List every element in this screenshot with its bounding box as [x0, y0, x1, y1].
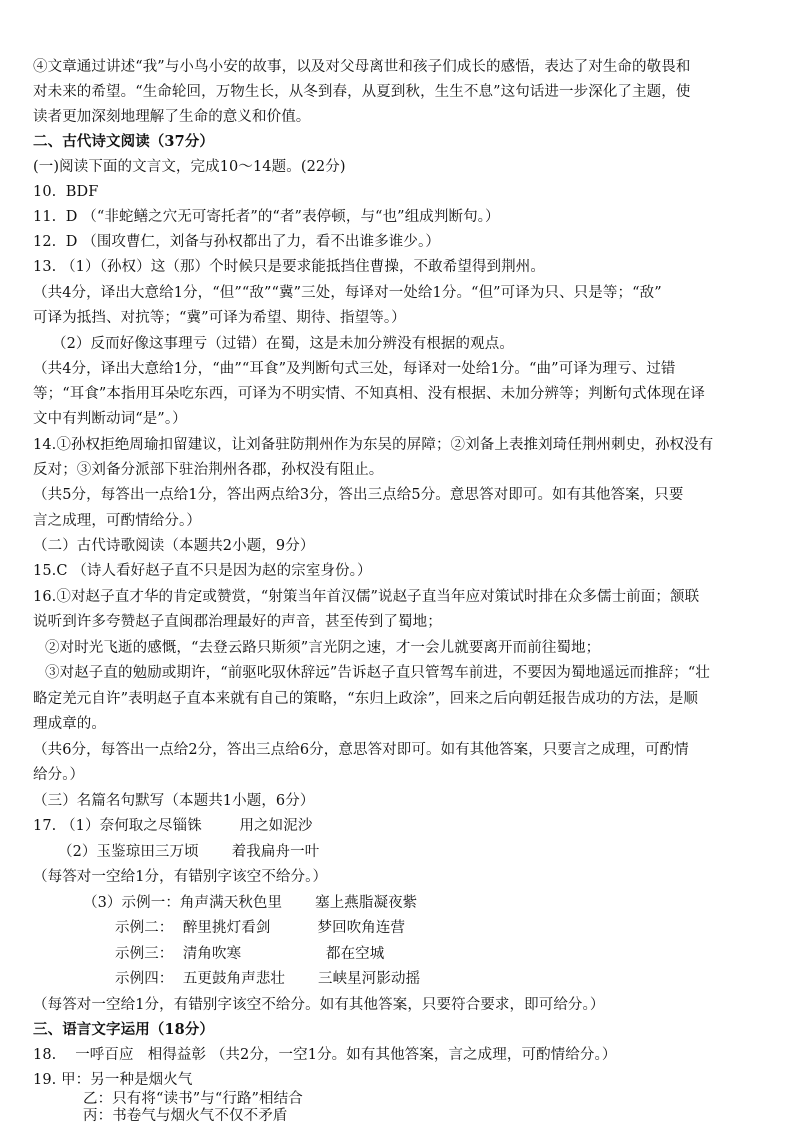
q13-line-5: （共4分，译出大意给1分，“曲”“耳食”及判断句式三处，每译对一处给1分。“曲”可译为理亏、过错	[33, 361, 676, 377]
section-3-heading: 三、语言文字运用（18分）	[33, 1021, 214, 1038]
q13-line-2: （共4分，译出大意给1分，“但”“敌”“冀”三处，每译对一处给1分。“但”可译为只、只是等；“敌”	[33, 285, 662, 301]
q17-line-8: （每答对一空给1分，有错别字该空不给分。如有其他答案，只要符合要求，即可给分。）	[33, 997, 605, 1013]
q13-line-4: （2）反而好像这事理亏（过错）在蜀，这是未加分辨没有根据的观点。	[52, 336, 514, 352]
q16-line-4: ③对赵子直的勉励或期许，“前驱叱驭休辞远”告诉赵子直只管驾车前进，不要因为蜀地遥远而推辞；“壮	[45, 665, 710, 681]
q10-answer: 10. BDF	[33, 184, 99, 200]
q9-line-2: 对未来的希望。“生命轮回，万物生长，从冬到春，从夏到秋，生生不息”这句话进一步深化了主题，使	[33, 84, 691, 100]
q14-line-1: 14.①孙权拒绝周瑜扣留建议，让刘备驻防荆州作为东吴的屏障；②刘备上表推刘琦任荆州刺史，孙权没有	[33, 437, 714, 453]
section-2-sub-3: （三）名篇名句默写（本题共1小题，6分）	[33, 793, 315, 809]
q9-line-3: 读者更加深刻地理解了生命的意义和价值。	[33, 109, 311, 125]
q14-line-3: （共5分，每答出一点给1分，答出两点给3分，答出三点给5分。意思答对即可。如有其他答案，只要	[33, 487, 684, 503]
q14-line-2: 反对；③刘备分派部下驻治荆州各郡，孙权没有阻止。	[33, 462, 384, 478]
q14-line-4: 言之成理，可酌情给分。）	[33, 513, 201, 529]
q16-line-5: 略定羌元自许”表明赵子直本来就有自己的策略，“东归上政涂”，回来之后向朝廷报告成功的方法，是顺	[33, 691, 698, 707]
q17-line-2: （2）玉鉴琼田三万顷 着我扁舟一叶	[58, 844, 320, 860]
q16-line-7: （共6分，每答出一点给2分，答出三点给6分，意思答对即可。如有其他答案，只要言之成理，可酌情	[33, 742, 689, 758]
q17-line-5: 示例二： 醉里挑灯看剑 梦回吹角连营	[115, 920, 406, 936]
q17-line-3: （每答对一空给1分，有错别字该空不给分。）	[33, 869, 328, 885]
section-2-heading: 二、古代诗文阅读（37分）	[33, 133, 214, 150]
q16-line-2: 说听到许多夸赞赵子直闽郡治理最好的声音，甚至传到了蜀地；	[33, 614, 442, 630]
q13-line-3: 可译为抵挡、对抗等；“冀”可译为希望、期待、指望等。）	[33, 310, 406, 326]
q17-line-6: 示例三： 清角吹寒 都在空城	[115, 946, 385, 962]
q19-line-2: 乙：只有将“读书”与“行路”相结合	[83, 1091, 303, 1107]
section-2-sub-2: （二）古代诗歌阅读（本题共2小题，9分）	[33, 538, 315, 554]
q19-line-3: 丙：书卷气与烟火气不仅不矛盾	[83, 1108, 288, 1124]
q17-line-4: （3）示例一：角声满天秋色里 塞上燕脂凝夜紫	[83, 895, 418, 911]
q16-line-3: ②对时光飞逝的感慨，“去登云路只斯须”言光阴之速，才一会儿就要离开而前往蜀地；	[45, 640, 601, 656]
q17-line-1: 17. （1）奈何取之尽锱铢 用之如泥沙	[33, 818, 313, 834]
q15-answer: 15.C （诗人看好赵子直不只是因为赵的宗室身份。）	[33, 563, 372, 579]
q13-line-1: 13. （1）（孙权）这（那）个时候只是要求能抵挡住曹操，不敢希望得到荆州。	[33, 259, 545, 275]
q13-line-6: 等；“耳食”本指用耳朵吃东西，可译为不明实情、不知真相、没有根据、未加分辨等；判断句式体现在译	[33, 386, 706, 402]
q11-answer: 11. D （“非蛇鳝之穴无可寄托者”的“者”表停顿，与“也”组成判断句。）	[33, 209, 500, 225]
q13-line-7: 文中有判断动词“是”。）	[33, 411, 187, 427]
q16-line-6: 理成章的。	[33, 716, 106, 732]
q16-line-8: 给分。）	[33, 767, 85, 783]
q19-line-1: 19. 甲：另一种是烟火气	[33, 1072, 193, 1088]
section-2-sub-1: (一)阅读下面的文言文，完成10～14题。(22分)	[33, 159, 346, 175]
q16-line-1: 16.①对赵子直才华的肯定或赞赏，“射策当年首汉儒”说赵子直当年应对策试时排在众多儒士前面；颔联	[33, 589, 700, 605]
q9-line-1: ④文章通过讲述“我”与小鸟小安的故事，以及对父母离世和孩子们成长的感悟，表达了对生命的敬畏和	[33, 59, 691, 75]
q12-answer: 12. D （围攻曹仁，刘备与孙权都出了力，看不出谁多谁少。）	[33, 234, 440, 250]
q18-answer: 18. 一呼百应 相得益彰 （共2分，一空1分。如有其他答案，言之成理，可酌情给分。）	[33, 1047, 617, 1063]
q17-line-7: 示例四： 五更鼓角声悲壮 三峡星河影动摇	[115, 971, 421, 987]
